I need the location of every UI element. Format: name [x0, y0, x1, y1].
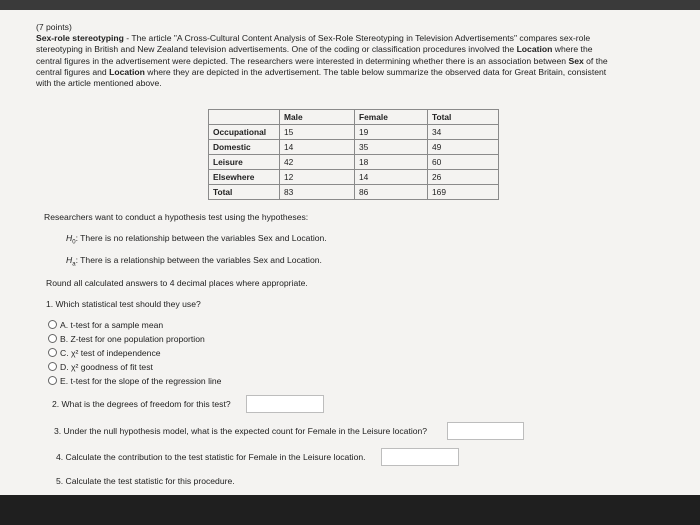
table-cell: 12 [280, 170, 355, 185]
table-cell: Elsewhere [209, 170, 280, 185]
table-header: Male [280, 110, 355, 125]
table-cell: 26 [428, 170, 499, 185]
question-1: 1. Which statistical test should they use? [46, 299, 201, 309]
table-cell: 19 [355, 125, 428, 140]
ha-text: : There is a relationship between the variables Sex and Location. [75, 255, 322, 265]
option-b[interactable] [48, 334, 205, 345]
option-d[interactable] [48, 362, 153, 373]
question-2: 2. What is the degrees of freedom for this test? [52, 399, 231, 409]
answer-input-q3[interactable] [447, 422, 524, 440]
table-cell: 49 [428, 140, 499, 155]
top-bar [0, 0, 700, 10]
intro-line-1 [36, 33, 676, 44]
radio-button[interactable] [48, 348, 57, 357]
question-page [0, 10, 700, 495]
option-c-label: C. χ² test of independence [60, 348, 161, 358]
radio-button[interactable] [48, 320, 57, 329]
table-cell: Occupational [209, 125, 280, 140]
option-c[interactable] [48, 348, 161, 359]
question-title: Sex-role stereotyping [36, 33, 124, 44]
intro-line-4 [36, 67, 676, 78]
table-cell: 60 [428, 155, 499, 170]
option-a[interactable] [48, 320, 163, 331]
intro-text-2-end: where the [552, 44, 593, 55]
table-row [209, 125, 499, 140]
table-header: Female [355, 110, 428, 125]
question-3: 3. Under the null hypothesis model, what is the expected count for Female in the Leisure location? [54, 426, 428, 436]
question-5: 5. Calculate the test statistic for this procedure. [56, 476, 235, 486]
table-header: Total [428, 110, 499, 125]
intro-text-3-end: of the [583, 55, 608, 66]
table-row [209, 140, 499, 155]
ha-symbol: H [66, 255, 73, 265]
answer-input-q2[interactable] [246, 395, 324, 413]
table-cell: Leisure [209, 155, 280, 170]
option-d-label: D. χ² goodness of fit test [60, 362, 153, 372]
table-cell: 169 [428, 185, 499, 200]
points-label: (7 points) [36, 22, 72, 32]
location-term: Location [516, 44, 553, 55]
table-cell: 86 [355, 185, 428, 200]
table-cell: 14 [280, 140, 355, 155]
location-term-2: Location [109, 66, 145, 77]
bottom-bar [0, 495, 700, 525]
h0-subscript: 0 [72, 239, 76, 246]
ha-subscript: a [72, 261, 76, 268]
table-cell: 14 [355, 170, 428, 185]
table-cell: 18 [355, 155, 428, 170]
observed-data-table [208, 109, 499, 200]
question-intro [36, 22, 676, 89]
table-cell: 34 [428, 125, 499, 140]
table-cell: 15 [280, 125, 355, 140]
hypotheses-intro: Researchers want to conduct a hypothesis test using the hypotheses: [44, 212, 309, 222]
option-e[interactable] [48, 376, 221, 387]
null-hypothesis [66, 233, 327, 249]
option-a-label: A. t-test for a sample mean [60, 320, 164, 330]
table-row [209, 185, 499, 200]
table-row [209, 155, 499, 170]
table-header [209, 110, 280, 125]
option-b-label: B. Z-test for one population proportion [60, 334, 205, 344]
sex-term: Sex [568, 55, 584, 66]
answer-input-q4[interactable] [381, 448, 459, 466]
table-header-row [209, 110, 499, 125]
intro-text-1: - The article "A Cross-Cultural Content Analysis of Sex-Role Stereotyping in Television Advertisements" compares sex-role [123, 33, 591, 44]
question-4: 4. Calculate the contribution to the test statistic for Female in the Leisure location. [56, 452, 366, 462]
table-cell: 35 [355, 140, 428, 155]
intro-text-4b: where they are depicted in the advertisement. The table below summarize the observed data for Great Britain, consistent [144, 66, 607, 77]
h0-text: : There is no relationship between the variables Sex and Location. [75, 233, 327, 243]
intro-line-3 [36, 56, 676, 67]
table-cell: 42 [280, 155, 355, 170]
intro-text-4a: central figures and [36, 66, 110, 77]
alternative-hypothesis [66, 255, 322, 271]
intro-text-2: stereotyping in British and New Zealand television advertisements. One of the coding or classification procedures involved the [36, 44, 515, 55]
table-cell: Total [209, 185, 280, 200]
table-cell: Domestic [209, 140, 280, 155]
intro-text-3: central figures in the advertisement were depicted. The researchers were interested in determining whether there is an association between [36, 55, 567, 66]
table-row [209, 170, 499, 185]
table-cell: 83 [280, 185, 355, 200]
rounding-note: Round all calculated answers to 4 decimal places where appropriate. [46, 278, 308, 288]
radio-button[interactable] [48, 334, 57, 343]
intro-line-2 [36, 44, 676, 55]
intro-text-5: with the article mentioned above. [36, 78, 162, 89]
option-e-label: E. t-test for the slope of the regression line [60, 376, 222, 386]
h0-symbol: H [66, 233, 73, 243]
radio-button[interactable] [48, 362, 57, 371]
radio-button[interactable] [48, 376, 57, 385]
